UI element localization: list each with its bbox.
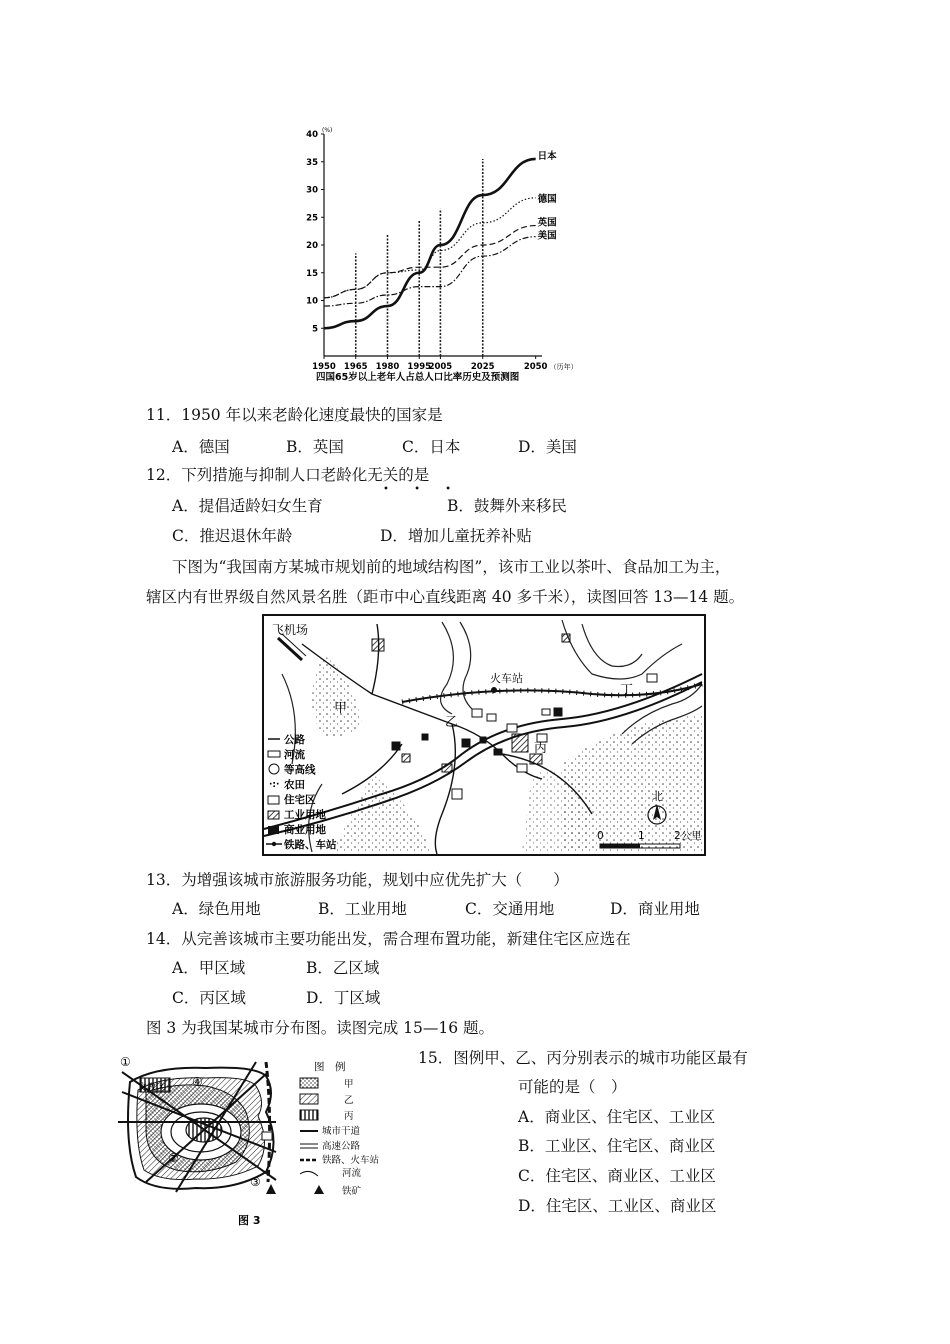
svg-text:北: 北	[652, 790, 663, 803]
svg-text:①: ①	[120, 1055, 131, 1069]
question-14-stem: 14．从完善该城市主要功能出发，需合理布置功能，新建住宅区应选在	[146, 930, 631, 948]
series-label: 德国	[537, 193, 557, 205]
x-tick-label: 2050	[523, 362, 548, 372]
intro-paragraph-line-1: 下图为“我国南方某城市规划前的地域结构图”，该市工业以茶叶、食品加工为主，	[172, 558, 731, 576]
city-structure-map	[262, 614, 706, 856]
svg-text:④: ④	[192, 1075, 203, 1089]
q11-option-a[interactable]: A．德国	[172, 438, 230, 456]
q15-option-d[interactable]: D．住宅区、工业区、商业区	[518, 1197, 717, 1215]
series-label: 英国	[537, 217, 557, 229]
q12-option-c[interactable]: C．推迟退休年龄	[172, 527, 293, 545]
y-tick-label: 40	[306, 130, 318, 140]
legend-commercial: 商业用地	[284, 824, 326, 836]
x-axis-unit: （历年）	[549, 363, 578, 371]
svg-text:甲: 甲	[344, 1079, 354, 1090]
svg-text:0: 0	[597, 830, 604, 842]
zone-yi-label: 乙	[445, 715, 459, 730]
question-15-stem-2: 可能的是（ ）	[518, 1078, 627, 1096]
legend-road: 公路	[284, 734, 305, 746]
legend-railway: 铁路、车站	[284, 839, 337, 851]
svg-text:铁矿: 铁矿	[342, 1186, 362, 1197]
zone-jia-label: 甲	[334, 701, 348, 716]
q11-option-d[interactable]: D．美国	[518, 438, 577, 456]
intro-figure-3: 图 3 为我国某城市分布图。读图完成 15—16 题。	[146, 1019, 495, 1037]
legend-farmland: 农田	[284, 779, 305, 791]
q12-option-b[interactable]: B．鼓舞外来移民	[447, 497, 567, 515]
x-tick-label: 1980	[375, 362, 400, 372]
zone-ding-label: 丁	[620, 683, 634, 698]
q13-option-d[interactable]: D．商业用地	[610, 900, 700, 918]
q11-option-c[interactable]: C．日本	[402, 438, 461, 456]
y-tick-label: 35	[306, 157, 318, 168]
chart-title: 四国65岁以上老年人占总人口比率历史及预测图	[316, 372, 520, 383]
svg-text:1: 1	[638, 830, 645, 842]
question-13-stem: 13．为增强该城市旅游服务功能，规划中应优先扩大（ ）	[146, 871, 569, 889]
legend-river: 河流	[284, 749, 305, 761]
x-tick-label: 1995	[407, 362, 432, 372]
y-tick-label: 20	[306, 241, 318, 251]
x-tick-label: 2005	[428, 362, 453, 372]
svg-text:③: ③	[250, 1175, 261, 1189]
figure-3-legend	[300, 1060, 380, 1197]
svg-text:城市干道: 城市干道	[322, 1126, 361, 1137]
legend-residential: 住宅区	[284, 794, 316, 806]
question-12-stem: 12．下列措施与抑制人口老龄化无关的是	[146, 466, 430, 484]
y-tick-label: 5	[312, 324, 318, 335]
aging-population-chart	[296, 122, 596, 384]
legend-contour: 等高线	[284, 764, 316, 776]
y-axis-unit: (%)	[322, 127, 333, 134]
x-tick-label: 2025	[470, 362, 495, 372]
figure-3-caption: 图 3	[238, 1214, 261, 1227]
q11-option-b[interactable]: B．英国	[286, 438, 344, 456]
y-tick-label: 10	[306, 296, 318, 307]
question-15-stem-1: 15．图例甲、乙、丙分别表示的城市功能区最有	[418, 1049, 748, 1067]
series-line-2	[324, 198, 536, 298]
q12-option-d[interactable]: D．增加儿童抚养补贴	[380, 527, 532, 545]
q13-option-a[interactable]: A．绿色用地	[172, 900, 261, 918]
svg-text:2公里: 2公里	[674, 830, 702, 842]
q15-option-c[interactable]: C．住宅区、商业区、工业区	[518, 1167, 716, 1185]
chart-series-lines	[324, 159, 536, 328]
y-tick-label: 25	[306, 213, 318, 224]
y-tick-label: 30	[306, 185, 318, 196]
zone-bing-label: 丙	[534, 741, 548, 756]
q15-option-b[interactable]: B．工业区、住宅区、商业区	[518, 1137, 716, 1155]
q13-option-b[interactable]: B．工业用地	[318, 900, 407, 918]
question-11-stem: 11．1950 年以来老龄化速度最快的国家是	[146, 406, 443, 424]
chart-bar-markers	[356, 159, 483, 356]
q14-option-b[interactable]: B．乙区域	[306, 959, 380, 977]
intro-paragraph-line-2: 辖区内有世界级自然风景名胜（距市中心直线距离 40 多千米），读图回答 13—14 题。	[146, 588, 745, 606]
svg-text:河流: 河流	[342, 1168, 362, 1179]
svg-text:丙: 丙	[344, 1111, 354, 1122]
x-tick-label: 1965	[343, 362, 368, 372]
q12-option-a[interactable]: A．提倡适龄妇女生育	[172, 497, 323, 515]
svg-text:高速公路: 高速公路	[322, 1141, 361, 1152]
y-tick-label: 15	[306, 268, 318, 279]
chart-labels	[306, 127, 577, 383]
legend-industrial: 工业用地	[284, 809, 326, 821]
series-label: 美国	[537, 230, 557, 242]
series-label: 日本	[537, 150, 557, 162]
q13-option-c[interactable]: C．交通用地	[465, 900, 555, 918]
q14-option-c[interactable]: C．丙区域	[172, 989, 246, 1007]
airport-label: 飞机场	[272, 623, 309, 637]
svg-text:铁路、火车站: 铁路、火车站	[322, 1155, 380, 1166]
station-label: 火车站	[490, 672, 523, 685]
emphasis-dots: • • •	[383, 484, 463, 495]
svg-text:·:·: ·:·	[269, 780, 280, 790]
q15-option-a[interactable]: A．商业区、住宅区、工业区	[518, 1108, 716, 1126]
svg-text:图 例: 图 例	[314, 1061, 346, 1073]
svg-text:乙: 乙	[344, 1095, 354, 1106]
district-label: 文教区	[138, 1083, 166, 1093]
svg-text:②: ②	[168, 1151, 179, 1165]
chart-axes	[321, 134, 542, 359]
city-distribution-map	[116, 1052, 406, 1230]
q14-option-a[interactable]: A．甲区域	[172, 959, 246, 977]
q14-option-d[interactable]: D．丁区域	[306, 989, 381, 1007]
x-tick-label: 1950	[312, 362, 336, 372]
